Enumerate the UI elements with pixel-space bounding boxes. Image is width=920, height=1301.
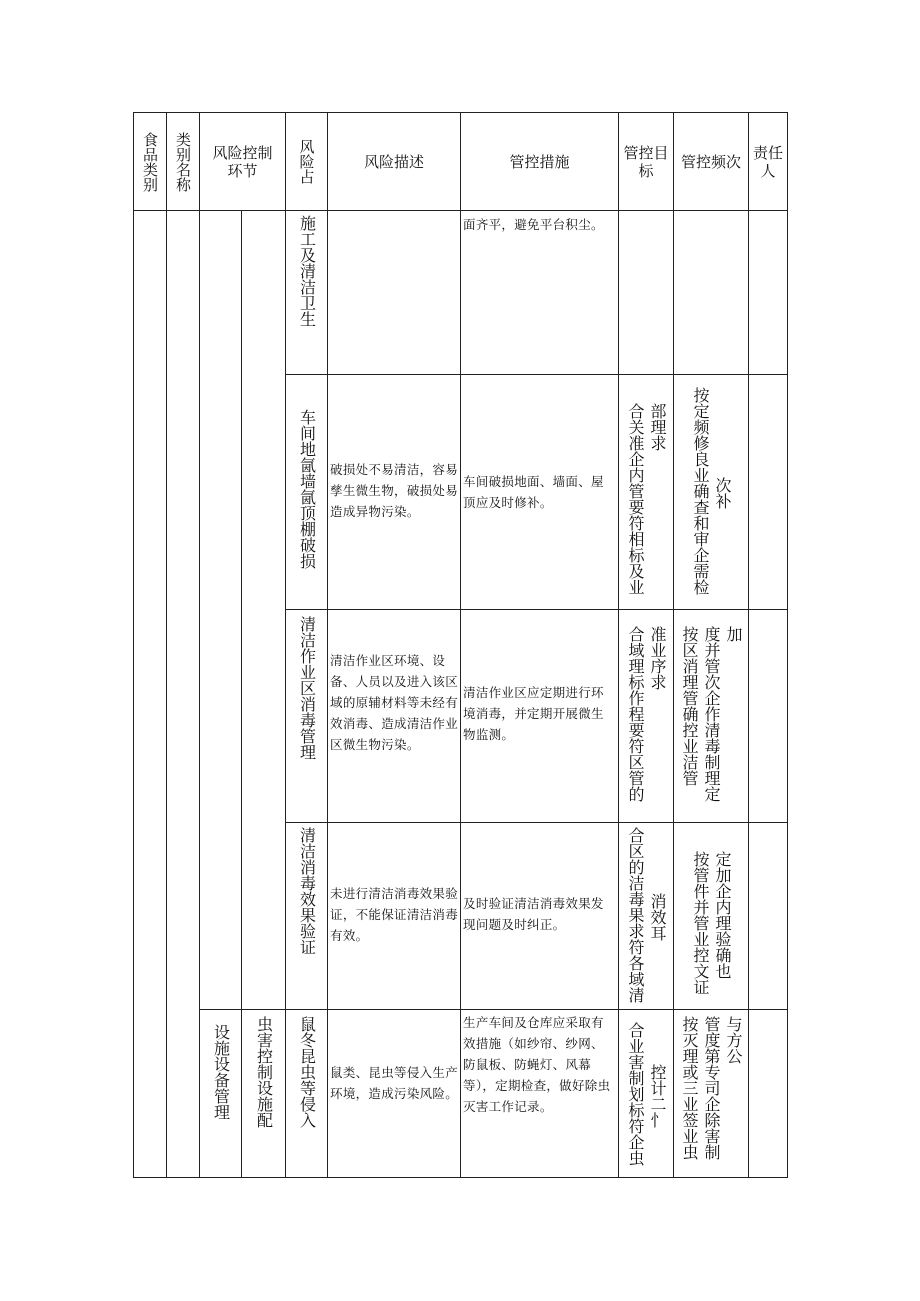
- risk-desc-cell: 清洁作业区环境、设备、人员以及进入该区域的原辅材料等未经有效消毒、造成清洁作业区微生物污染。: [328, 610, 461, 823]
- category-name-cell: [167, 211, 200, 1178]
- risk-point-cell: 清洁消毒效果验证: [286, 823, 328, 1010]
- risk-point-cell: 车间地氤墙氤顶棚破损: [286, 375, 328, 610]
- table-row: [134, 211, 788, 375]
- header-target: 管控目标: [619, 113, 674, 211]
- header-category-name: 类别名称: [167, 113, 200, 211]
- food-category-cell: [134, 211, 167, 1178]
- frequency-cell: [674, 211, 749, 375]
- header-measures: 管控措施: [461, 113, 619, 211]
- target-cell: 合域理标作程要符区管的 准业序求: [619, 610, 674, 823]
- header-person: 责任人: [749, 113, 788, 211]
- person-cell: [749, 375, 788, 610]
- risk-desc-cell: 未进行清洁消毒效果验证，不能保证清洁消毒有效。: [328, 823, 461, 1010]
- risk-point-cell: 鼠冬昆虫等侵入: [286, 1010, 328, 1178]
- risk-point-cell: 清洁作业区消毒管理: [286, 610, 328, 823]
- target-cell: [619, 211, 674, 375]
- measures-cell: 车间破损地面、墙面、屋顶应及时修补。: [461, 375, 619, 610]
- person-cell: [749, 823, 788, 1010]
- measures-cell: 及时验证清洁消毒效果发现问题及时纠正。: [461, 823, 619, 1010]
- person-cell: [749, 610, 788, 823]
- frequency-cell: 按管件并管业控文证 定加企内理验确也: [674, 823, 749, 1010]
- person-cell: [749, 211, 788, 375]
- risk-point-cell: 施工及清洁卫生: [286, 211, 328, 375]
- frequency-cell: 按定频修良业确查和审企需检 次补: [674, 375, 749, 610]
- frequency-cell: 按灭理或三业签业虫 管度第专司企除害制 与方公: [674, 1010, 749, 1178]
- measures-cell: 生产车间及仓库应采取有效措施（如纱帘、纱网、防鼠板、防蝇灯、风幕等），定期检查，做好除虫灭害工作记录。: [461, 1010, 619, 1178]
- frequency-cell: 按区消理管确控业洁管 度并管次企作清毒制理定 加: [674, 610, 749, 823]
- table-row: [134, 1010, 788, 1178]
- target-cell: 合区的洁毒果求符各域清 消效耳: [619, 823, 674, 1010]
- subsection-cell: [242, 211, 286, 1010]
- risk-desc-cell: 鼠类、昆虫等侵入生产环境，造成污染风险。: [328, 1010, 461, 1178]
- risk-desc-cell: 破损处不易清洁，容易孳生微生物，破损处易造成异物污染。: [328, 375, 461, 610]
- subsection-cell: 虫害控制设施配: [242, 1010, 286, 1178]
- risk-desc-cell: [328, 211, 461, 375]
- person-cell: [749, 1010, 788, 1178]
- header-control-link: 风险控制环节: [200, 113, 286, 211]
- measures-cell: 清洁作业区应定期进行环境消毒，并定期开展微生物监测。: [461, 610, 619, 823]
- target-cell: 合关准企内管要符相标及业 部理求: [619, 375, 674, 610]
- header-row: [134, 113, 788, 211]
- measures-cell: 面齐平，避免平台积尘。: [461, 211, 619, 375]
- section-cell: [200, 211, 242, 1010]
- header-risk-desc: 风险描述: [328, 113, 461, 211]
- header-food-category: 食品类别: [134, 113, 167, 211]
- header-risk-point: 风险占: [286, 113, 328, 211]
- target-cell: 合业害制划标符企虫 控计二忄: [619, 1010, 674, 1178]
- header-frequency: 管控频次: [674, 113, 749, 211]
- risk-control-table: [133, 112, 788, 1178]
- section-cell: 设施设备管理: [200, 1010, 242, 1178]
